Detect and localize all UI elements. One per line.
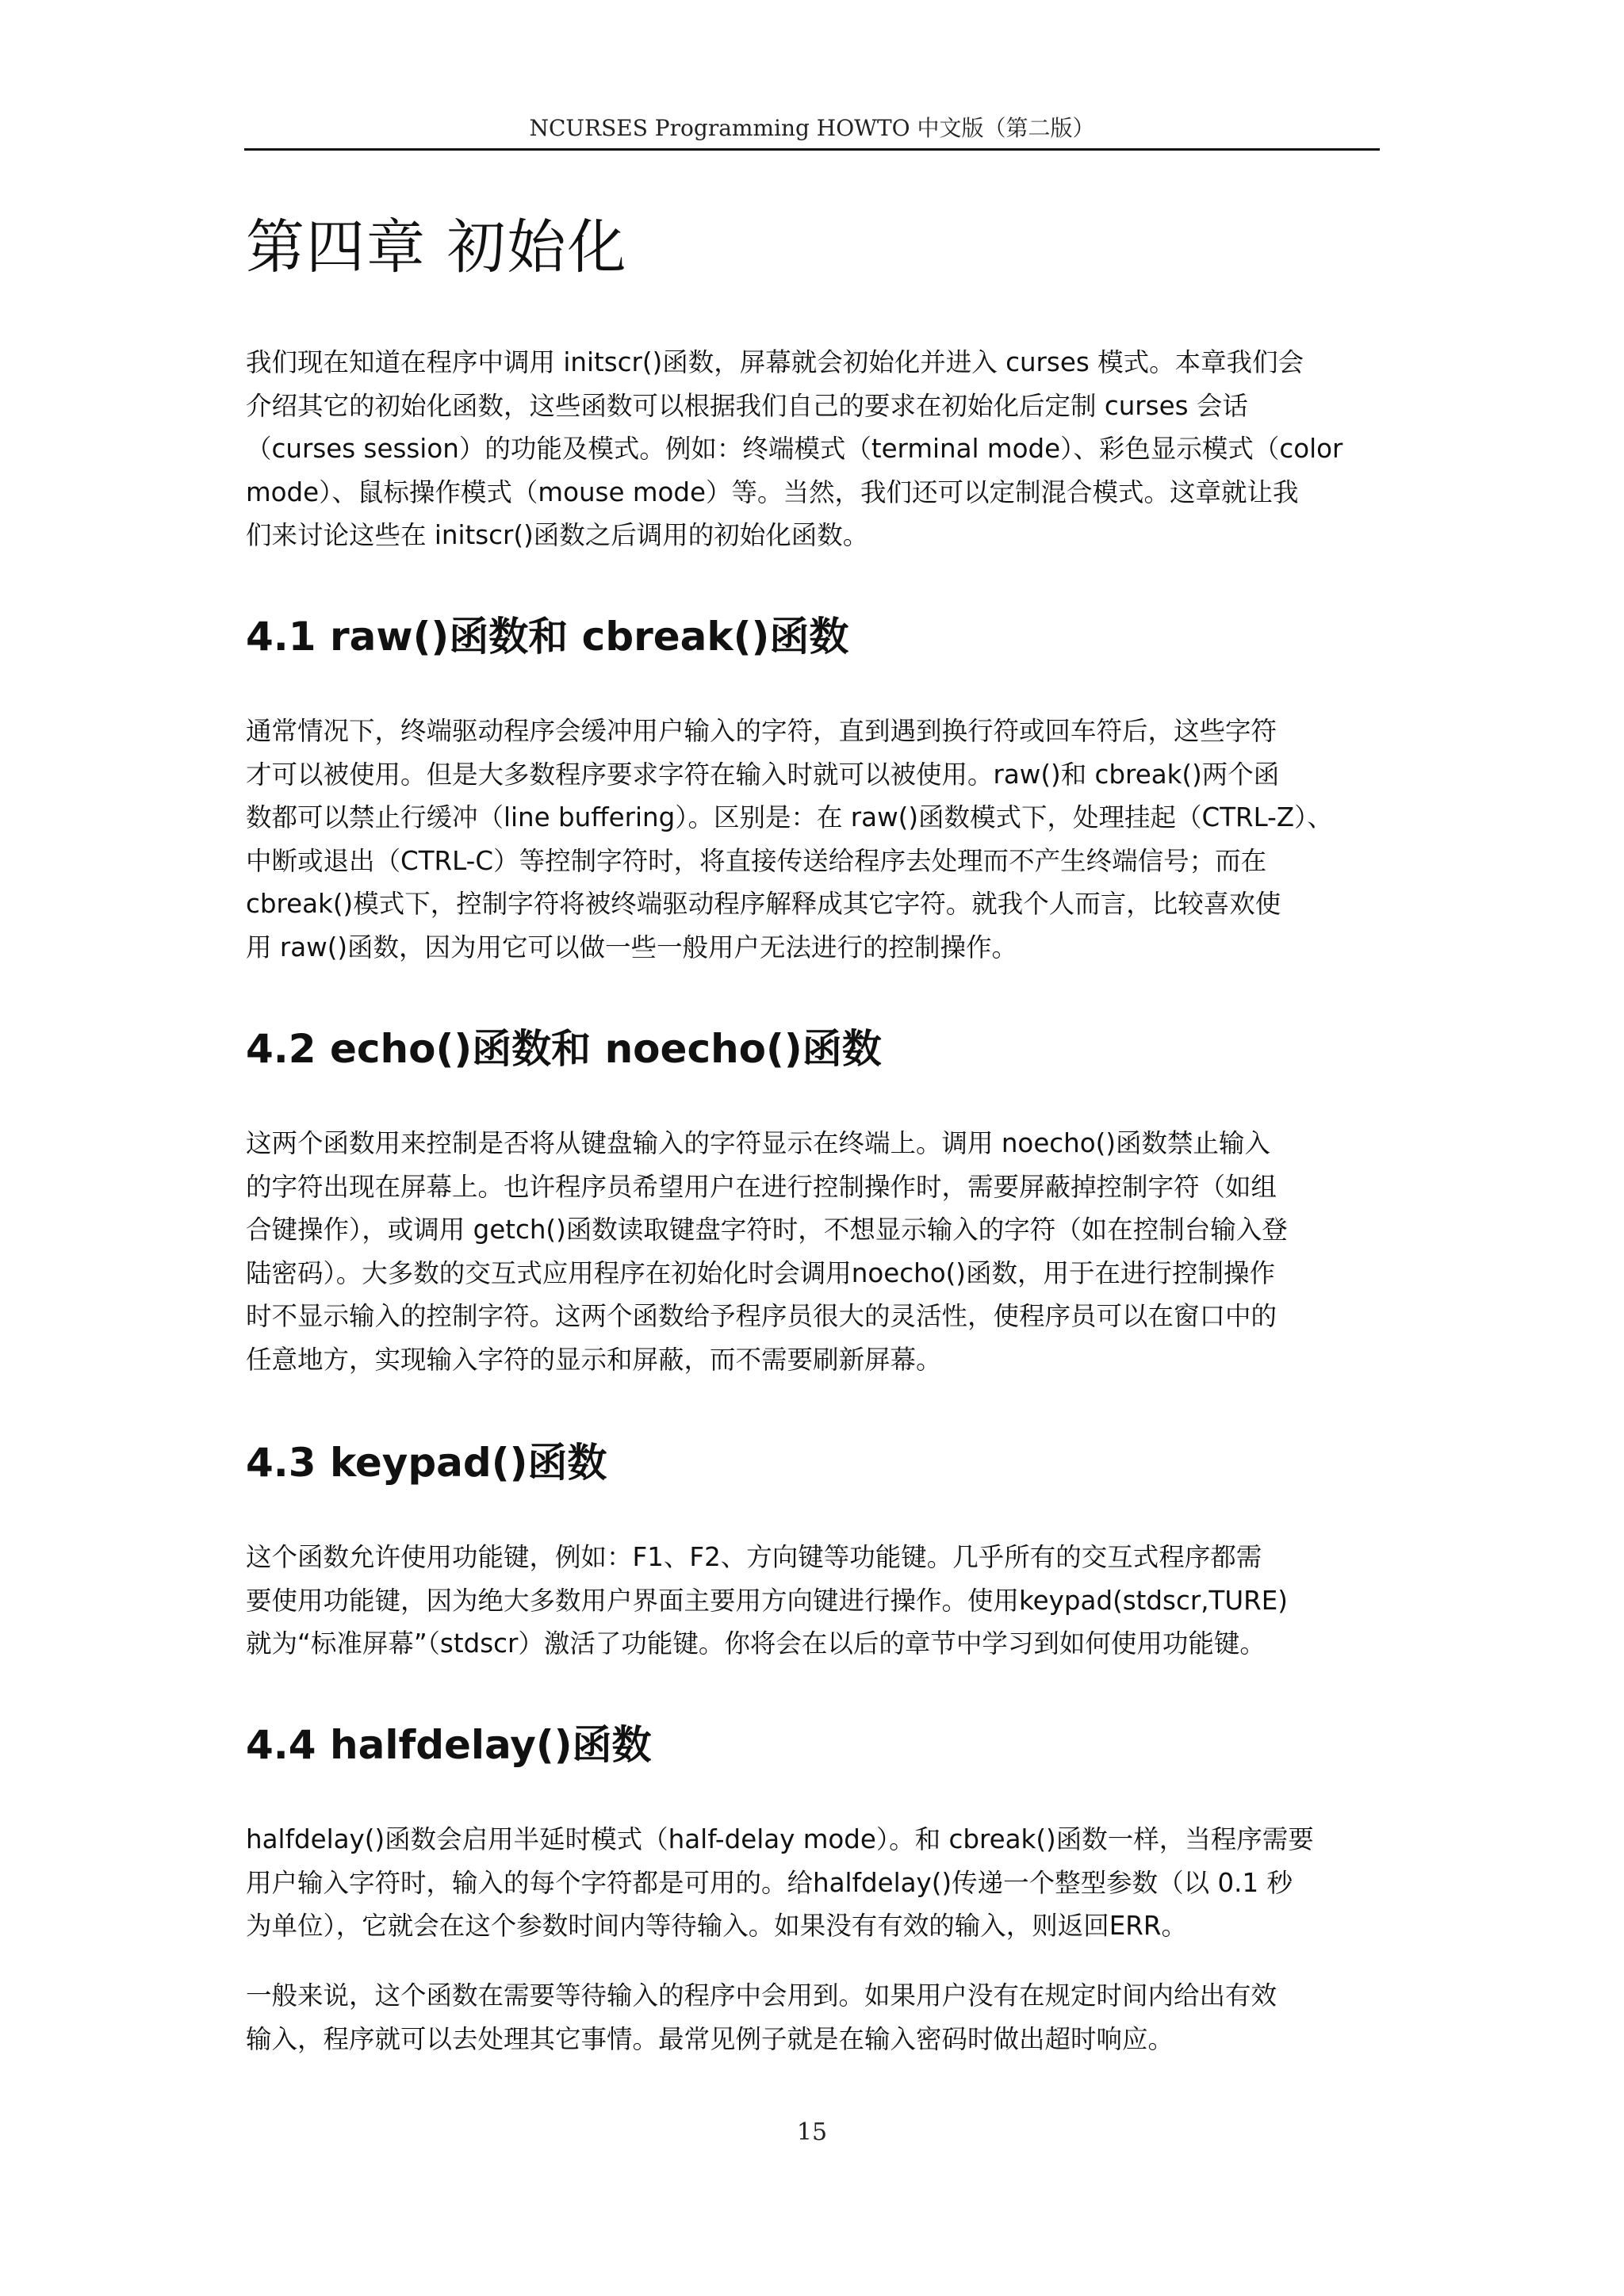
section-title-4-2: 4.2 echo()函数和 noecho()函数	[246, 1026, 882, 1072]
text-line: mode）、鼠标操作模式（mouse mode）等。当然，我们还可以定制混合模式。这章就让我	[246, 476, 1299, 507]
text-line: 用 raw()函数，因为用它可以做一些一般用户无法进行的控制操作。	[246, 932, 1018, 962]
text-line: 这两个函数用来控制是否将从键盘输入的字符显示在终端上。调用 noecho()函数禁止输入	[246, 1128, 1271, 1158]
section-4-2-paragraph	[246, 1122, 1380, 1381]
text-line: 才可以被使用。但是大多数程序要求字符在输入时就可以被使用。raw()和 cbreak()两个函	[246, 759, 1280, 790]
text-line: cbreak()模式下，控制字符将被终端驱动程序解释成其它字符。就我个人而言，比较喜欢使	[246, 889, 1281, 919]
text-line: 用户输入字符时，输入的每个字符都是可用的。给halfdelay()传递一个整型参数（以 0.1 秒	[246, 1867, 1293, 1898]
text-line: 的字符出现在屏幕上。也许程序员希望用户在进行控制操作时，需要屏蔽掉控制字符（如组	[246, 1171, 1277, 1202]
text-line: 合键操作），或调用 getch()函数读取键盘字符时，不想显示输入的字符（如在控制台输入登	[246, 1215, 1288, 1245]
text-line: 输入，程序就可以去处理其它事情。最常见例子就是在输入密码时做出超时响应。	[246, 2023, 1174, 2054]
text-line: 就为“标准屏幕”（stdscr）激活了功能键。你将会在以后的章节中学习到如何使用功能键。	[246, 1628, 1266, 1659]
text-line: 我们现在知道在程序中调用 initscr()函数，屏幕就会初始化并进入 curses 模式。本章我们会	[246, 347, 1304, 377]
text-line: 陆密码）。大多数的交互式应用程序在初始化时会调用noecho()函数，用于在进行控制操作	[246, 1257, 1275, 1288]
text-line: 这个函数允许使用功能键，例如：F1、F2、方向键等功能键。几乎所有的交互式程序都需	[246, 1542, 1262, 1572]
section-4-1-paragraph	[246, 710, 1380, 969]
section-4-4-paragraph-1	[246, 1818, 1380, 1948]
page-number: 15	[796, 2118, 828, 2146]
text-line: 为单位），它就会在这个参数时间内等待输入。如果没有有效的输入，则返回ERR。	[246, 1911, 1187, 1941]
text-line: 时不显示输入的控制字符。这两个函数给予程序员很大的灵活性，使程序员可以在窗口中的	[246, 1301, 1277, 1331]
section-title-4-4: 4.4 halfdelay()函数	[246, 1722, 652, 1768]
text-line: 们来讨论这些在 initscr()函数之后调用的初始化函数。	[246, 520, 869, 550]
section-title-4-1: 4.1 raw()函数和 cbreak()函数	[246, 614, 849, 660]
text-line: 中断或退出（CTRL-C）等控制字符时，将直接传送给程序去处理而不产生终端信号；而在	[246, 845, 1267, 876]
intro-paragraph	[246, 341, 1380, 557]
text-line: （curses session）的功能及模式。例如：终端模式（terminal mode）、彩色显示模式（color	[246, 434, 1343, 464]
text-line: 数都可以禁止行缓冲（line buffering）。区别是：在 raw()函数模式下，处理挂起（CTRL-Z）、	[246, 802, 1333, 832]
text-line: 任意地方，实现输入字符的显示和屏蔽，而不需要刷新屏幕。	[246, 1344, 942, 1375]
running-header: NCURSES Programming HOWTO 中文版（第二版）	[529, 115, 1095, 141]
chapter-title: 第四章 初始化	[246, 213, 628, 281]
text-line: 要使用功能键，因为绝大多数用户界面主要用方向键进行操作。使用keypad(stdscr,TURE)	[246, 1585, 1288, 1616]
section-4-3-paragraph	[246, 1536, 1380, 1666]
section-title-4-3: 4.3 keypad()函数	[246, 1440, 607, 1486]
text-line: halfdelay()函数会启用半延时模式（half-delay mode）。和 cbreak()函数一样，当程序需要	[246, 1824, 1314, 1854]
text-line: 介绍其它的初始化函数，这些函数可以根据我们自己的要求在初始化后定制 curses 会话	[246, 390, 1248, 421]
text-line: 一般来说，这个函数在需要等待输入的程序中会用到。如果用户没有在规定时间内给出有效	[246, 1980, 1277, 2011]
text-line: 通常情况下，终端驱动程序会缓冲用户输入的字符，直到遇到换行符或回车符后，这些字符	[246, 716, 1277, 746]
header-divider	[244, 148, 1380, 151]
section-4-4-paragraph-2	[246, 1974, 1380, 2061]
